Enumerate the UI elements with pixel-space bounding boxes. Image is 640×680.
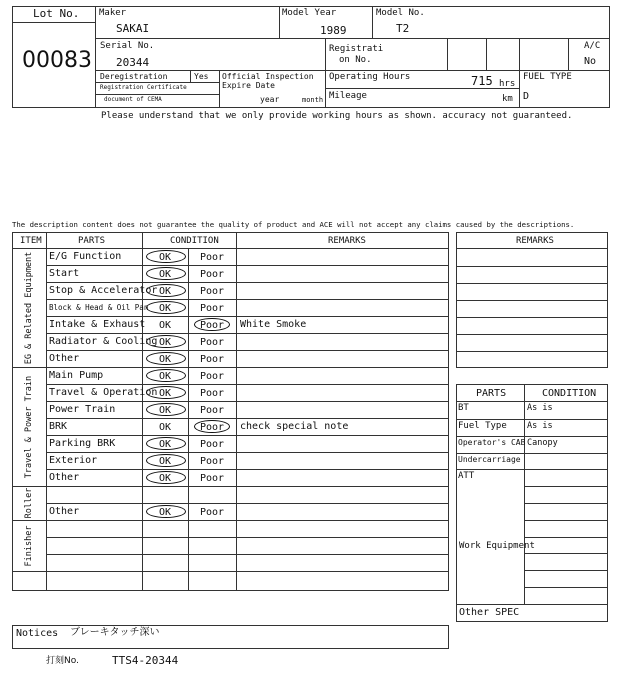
part-name: Intake & Exhaust — [49, 319, 146, 330]
condition-poor[interactable]: Poor — [199, 337, 225, 348]
right-condition-label: CONDITION — [542, 388, 597, 399]
condition-poor[interactable]: Poor — [199, 320, 225, 331]
part-name: Main Pump — [49, 370, 104, 381]
selected-condition-oval — [146, 369, 186, 382]
condition-poor[interactable]: Poor — [199, 473, 225, 484]
stamp-label: 打刻No. — [46, 656, 79, 666]
col-condition: CONDITION — [170, 236, 219, 246]
header-block — [12, 6, 610, 108]
condition-ok[interactable]: OK — [158, 388, 172, 399]
inspection-label-2: Expire Date — [222, 81, 275, 90]
condition-poor[interactable]: Poor — [199, 507, 225, 518]
part-name: Radiator & Cooling — [49, 336, 158, 347]
serial-value: 20344 — [116, 56, 150, 69]
selected-condition-oval — [146, 505, 186, 518]
mileage-label: Mileage — [329, 91, 367, 101]
model-no-label: Model No. — [376, 8, 425, 18]
inspection-label: Official Inspection — [222, 72, 314, 81]
right-part: ATT — [458, 471, 475, 481]
selected-condition-oval — [146, 437, 186, 450]
condition-ok[interactable]: OK — [158, 371, 172, 382]
right-part: BT — [458, 403, 469, 413]
condition-poor[interactable]: Poor — [199, 303, 225, 314]
condition-ok[interactable]: OK — [158, 507, 172, 518]
model-year-label: Model Year — [282, 8, 337, 18]
group-label: EG & Related Equipment — [24, 251, 34, 364]
op-hours-label: Operating Hours — [329, 72, 411, 82]
right-remarks-label: REMARKS — [516, 236, 554, 246]
col-remarks: REMARKS — [328, 236, 366, 246]
condition-poor[interactable]: Poor — [199, 456, 225, 467]
selected-condition-oval — [146, 250, 186, 263]
registration-label: Registrati — [329, 44, 384, 54]
group-label: Travel & Power Train — [24, 375, 34, 478]
lot-number: 00083 — [22, 48, 92, 73]
part-name: Travel & Operation — [49, 387, 158, 398]
selected-condition-oval — [146, 352, 186, 365]
fuel-type-label: FUEL TYPE — [523, 72, 572, 82]
maker-value: SAKAI — [116, 22, 150, 35]
group-divider — [12, 571, 449, 572]
selected-condition-oval — [146, 471, 186, 484]
serial-label: Serial No. — [100, 41, 155, 51]
remark-text: check special note — [240, 421, 349, 432]
condition-ok[interactable]: OK — [158, 286, 172, 297]
selected-condition-oval — [194, 420, 230, 433]
other-spec-label: Other SPEC — [459, 607, 520, 618]
condition-poor[interactable]: Poor — [199, 388, 225, 399]
group-label: Roller — [24, 487, 34, 519]
registration-label-2: on No. — [339, 55, 372, 65]
reg-cert-label: Registration Certificate — [100, 84, 187, 91]
selected-condition-oval — [146, 267, 186, 280]
group-divider — [12, 520, 449, 521]
col-parts: PARTS — [78, 236, 106, 246]
part-name: Block & Head & Oil Pan — [49, 303, 149, 312]
work-equipment-label: Work Equipment — [459, 541, 535, 551]
selected-condition-oval — [146, 301, 186, 314]
selected-condition-oval — [146, 284, 186, 297]
ac-value: No — [584, 56, 597, 67]
part-name: Start — [49, 268, 80, 279]
condition-poor[interactable]: Poor — [199, 286, 225, 297]
group-label: Finisher — [24, 525, 34, 566]
condition-poor[interactable]: Poor — [199, 354, 225, 365]
right-part: Undercarriage — [458, 455, 521, 464]
condition-poor[interactable]: Poor — [199, 269, 225, 280]
selected-condition-oval — [194, 318, 230, 331]
right-part: Operator's CAB — [458, 438, 526, 447]
doc-cema-label: document of CEMA — [104, 96, 162, 103]
condition-poor[interactable]: Poor — [199, 439, 225, 450]
right-condition: As is — [527, 421, 553, 431]
stamp-value: TTS4-20344 — [112, 654, 179, 667]
lot-label: Lot No. — [33, 7, 80, 20]
condition-poor[interactable]: Poor — [199, 405, 225, 416]
right-condition: Canopy — [527, 438, 558, 448]
condition-ok[interactable]: OK — [158, 320, 172, 331]
selected-condition-oval — [146, 403, 186, 416]
selected-condition-oval — [146, 386, 186, 399]
group-divider — [12, 486, 449, 487]
part-name: Other — [49, 506, 80, 517]
part-name: E/G Function — [49, 251, 122, 262]
remark-text: White Smoke — [240, 319, 307, 330]
part-name: Other — [49, 472, 80, 483]
col-item: ITEM — [20, 236, 42, 246]
part-name: Stop & Accelerator — [49, 285, 158, 296]
condition-poor[interactable]: Poor — [199, 252, 225, 263]
hours-note: Please understand that we only provide working hours as shown. accuracy not guaranteed. — [101, 111, 573, 121]
right-part: Fuel Type — [458, 421, 507, 431]
group-divider — [12, 367, 449, 368]
fuel-type-value: D — [523, 91, 530, 102]
maker-label: Maker — [99, 8, 127, 18]
ac-label: A/C — [584, 41, 601, 51]
condition-ok[interactable]: OK — [158, 439, 172, 450]
selected-condition-oval — [146, 454, 186, 467]
right-condition: As is — [527, 403, 553, 413]
notices-value: ブレーキタッチ深い — [70, 627, 160, 638]
condition-ok[interactable]: OK — [158, 252, 172, 263]
condition-ok[interactable]: OK — [158, 422, 172, 433]
year-label: year — [260, 95, 280, 104]
model-no-value: T2 — [396, 22, 410, 35]
dereg-label: Deregistration — [100, 72, 168, 81]
condition-ok[interactable]: OK — [158, 337, 172, 348]
condition-ok[interactable]: OK — [158, 456, 172, 467]
part-name: Other — [49, 353, 80, 364]
condition-ok[interactable]: OK — [158, 405, 172, 416]
part-name: Exterior — [49, 455, 98, 466]
condition-poor[interactable]: Poor — [199, 371, 225, 382]
op-hours-value: 715 — [471, 74, 493, 88]
dereg-value: Yes — [194, 72, 209, 81]
month-label: month — [302, 96, 324, 104]
model-year-value: 1989 — [320, 24, 347, 37]
hrs-unit: hrs — [499, 79, 516, 89]
part-name: Power Train — [49, 404, 116, 415]
disclaimer: The description content does not guarantee the quality of product and ACE will not accept any claims caused by the descriptions. — [12, 220, 575, 229]
condition-ok[interactable]: OK — [158, 473, 172, 484]
condition-ok[interactable]: OK — [158, 303, 172, 314]
part-name: BRK — [49, 421, 68, 432]
km-unit: km — [502, 94, 513, 104]
condition-ok[interactable]: OK — [158, 354, 172, 365]
condition-poor[interactable]: Poor — [199, 422, 225, 433]
part-name: Parking BRK — [49, 438, 116, 449]
notices-label: Notices — [16, 628, 59, 639]
selected-condition-oval — [146, 335, 186, 348]
condition-ok[interactable]: OK — [158, 269, 172, 280]
right-parts-label: PARTS — [476, 388, 507, 399]
